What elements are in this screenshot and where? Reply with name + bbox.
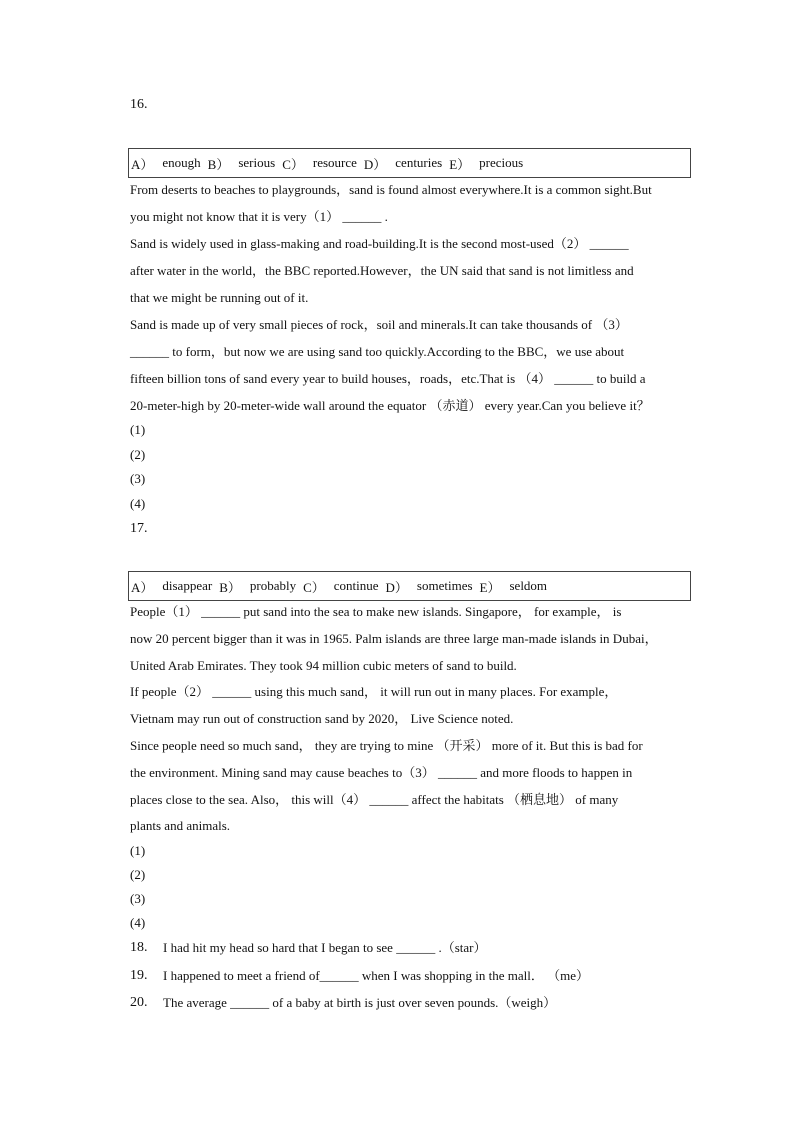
passage-line: you might not know that it is very（1） ______ . [130, 209, 388, 224]
passage-line: United Arab Emirates. They took 94 million cubic meters of sand to build. [130, 657, 517, 673]
question-17-word-bank [128, 571, 691, 601]
answer-slot: (3) [130, 471, 146, 486]
passage-line: From deserts to beaches to playgrounds，sand is found almost everywhere.It is a common sight.But [130, 182, 652, 197]
answer-slot: (1) [130, 422, 146, 437]
answer-slot: (1) [130, 843, 146, 858]
word-bank-option [303, 577, 385, 596]
question-number: 18. [130, 940, 148, 955]
option-word: probably [249, 578, 297, 593]
option-label: B） [207, 156, 230, 172]
question-16-answer-list [130, 418, 145, 516]
answer-slot: (2) [130, 446, 146, 462]
passage-line: People（1） ______ put sand into the sea to make new islands. Singapore， for example， is [130, 604, 622, 619]
answer-slot: (3) [130, 891, 146, 906]
passage-line: Sand is widely used in glass-making and road-building.It is the second most-used（2） ______ [130, 236, 629, 251]
option-label: D） [385, 579, 408, 595]
fill-in-question-20 [130, 989, 589, 1017]
word-bank-option [131, 154, 208, 173]
passage-line: places close to the sea. Also， this will（4） ______ affect the habitats （栖息地） of many [130, 791, 619, 807]
answer-slot: (4) [130, 915, 146, 930]
question-16-word-bank [128, 148, 691, 178]
fill-in-question-19 [130, 962, 589, 990]
passage-line: plants and animals. [130, 818, 231, 834]
passage-line: the environment. Mining sand may cause beaches to（3） ______ and more floods to happen in [130, 764, 633, 780]
passage-line: fifteen billion tons of sand every year to build houses，roads，etc.That is （4） ______ to build a [130, 371, 646, 386]
option-label: A） [131, 156, 154, 172]
word-bank-option [364, 154, 449, 173]
word-bank-option [386, 577, 480, 596]
question-17-passage [130, 599, 694, 840]
passage-line: Vietnam may run out of construction sand by 2020， Live Science noted. [130, 711, 514, 727]
question-number: 20. [130, 995, 148, 1010]
option-word: precious [479, 155, 524, 170]
option-label: C） [282, 156, 304, 172]
passage-line: Since people need so much sand， they are trying to mine （开采） more of it. But this is bad for [130, 737, 643, 753]
question-16-passage [130, 176, 694, 419]
passage-line: now 20 percent bigger than it was in 1965. Palm islands are three large man-made islands in Dubai， [130, 630, 658, 646]
option-word: continue [333, 578, 379, 593]
fill-in-question-18 [130, 934, 589, 962]
word-bank-option [449, 154, 530, 173]
passage-line: 20-meter-high by 20-meter-wide wall around the equator （赤道） every year.Can you believe it？ [130, 398, 650, 413]
passage-line: Sand is made up of very small pieces of rock，soil and minerals.It can take thousands of （3） [130, 317, 628, 332]
option-word: serious [238, 155, 276, 170]
passage-line: ______ to form，but now we are using sand too quickly.According to the BBC，we use about [130, 344, 625, 359]
option-label: B） [219, 579, 241, 595]
word-bank-option [282, 154, 364, 173]
question-17-answer-list [130, 839, 145, 935]
question-text: I had hit my head so hard that I began to see ______ .（star） [163, 940, 487, 955]
answer-slot: (2) [130, 867, 146, 882]
answer-slot: (4) [130, 495, 146, 511]
option-label: E） [479, 579, 501, 595]
option-word: resource [312, 155, 357, 170]
word-bank-option [131, 577, 219, 596]
option-word: enough [162, 155, 201, 170]
fill-in-blank-questions [130, 934, 589, 1017]
passage-line: that we might be running out of it. [130, 290, 309, 305]
option-label: E） [449, 156, 471, 172]
question-text: The average ______ of a baby at birth is just over seven pounds.（weigh） [163, 995, 557, 1010]
word-bank-option [480, 577, 555, 596]
option-word: disappear [162, 578, 213, 593]
question-text: I happened to meet a friend of______ when I was shopping in the mall． （me） [163, 967, 590, 983]
option-word: sometimes [416, 578, 473, 593]
word-bank-option [219, 577, 303, 596]
question-16-number: 16. [130, 97, 148, 112]
option-word: centuries [395, 155, 443, 170]
option-label: A） [131, 579, 154, 595]
option-word: seldom [509, 578, 548, 593]
question-number: 19. [130, 967, 148, 983]
word-bank-option [208, 154, 283, 173]
passage-line: If people（2） ______ using this much sand， it will run out in many places. For example， [130, 684, 618, 700]
passage-line: after water in the world，the BBC reported.However，the UN said that sand is not limitless and [130, 263, 634, 278]
question-17-number: 17. [130, 521, 148, 536]
option-label: C） [303, 579, 325, 595]
option-label: D） [363, 156, 387, 172]
